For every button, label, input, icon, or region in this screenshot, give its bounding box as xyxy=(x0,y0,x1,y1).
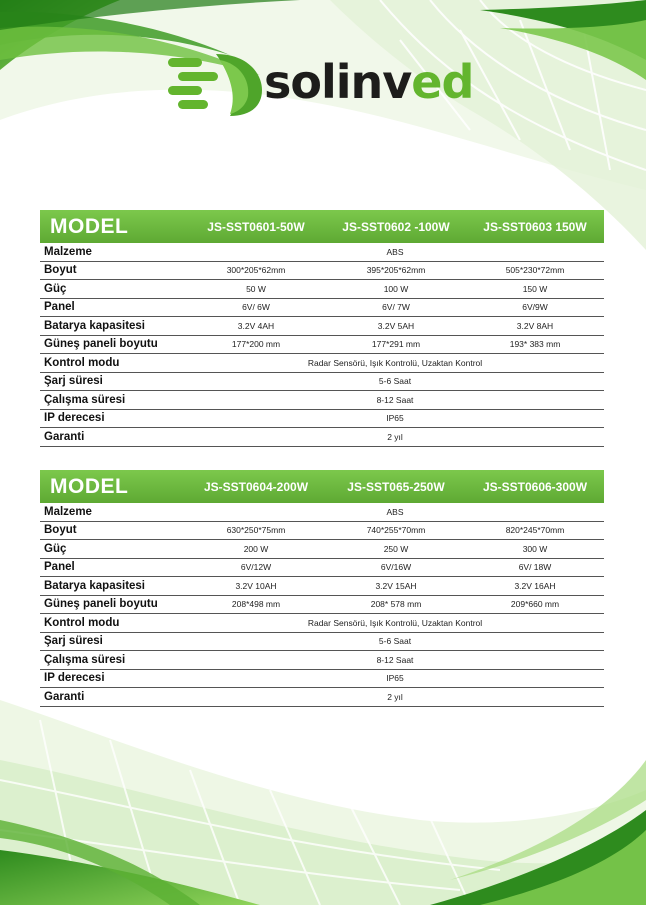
cell-value: 100 W xyxy=(383,283,409,294)
table-row xyxy=(40,651,604,670)
row-shared-value: ABS xyxy=(386,246,404,257)
brand-name-tail: ed xyxy=(411,55,474,109)
table-row xyxy=(40,522,604,541)
row-label: Garanti xyxy=(44,690,85,703)
row-label: Malzeme xyxy=(44,505,92,518)
row-shared-value: ABS xyxy=(386,506,404,517)
cell-value: 193* 383 mm xyxy=(509,339,561,350)
model-name: JS-SST065-250W xyxy=(347,479,445,494)
cell-value: 250 W xyxy=(383,543,409,554)
cell-value: 50 W xyxy=(246,283,266,294)
table-row xyxy=(40,559,604,578)
row-label: Batarya kapasitesi xyxy=(44,319,146,332)
model-heading: MODEL xyxy=(50,474,129,498)
row-label: Çalışma süresi xyxy=(44,393,126,406)
cell-value: 3.2V 10AH xyxy=(235,580,277,591)
table-row xyxy=(40,577,604,596)
cell-value: 209*660 mm xyxy=(510,599,560,610)
row-label: Malzeme xyxy=(44,245,92,258)
model-name: JS-SST0601-50W xyxy=(207,219,305,234)
cell-value: 395*205*62mm xyxy=(366,265,426,276)
row-label: Güneş paneli boyutu xyxy=(44,598,158,611)
table-header xyxy=(40,470,604,503)
brand-wordmark xyxy=(264,52,473,112)
cell-value: 6V/ 7W xyxy=(382,302,410,313)
row-label: Şarj süresi xyxy=(44,375,103,388)
row-shared-value: 8-12 Saat xyxy=(376,394,414,405)
brand-name-main: solinv xyxy=(264,55,412,109)
table-row xyxy=(40,633,604,652)
spec-table-1 xyxy=(40,210,604,447)
row-label: IP derecesi xyxy=(44,412,105,425)
row-shared-value: 5-6 Saat xyxy=(378,636,412,647)
table-row xyxy=(40,336,604,355)
row-shared-value: 8-12 Saat xyxy=(376,654,414,665)
cell-value: 820*245*70mm xyxy=(505,525,565,536)
row-label: Garanti xyxy=(44,430,85,443)
cell-value: 6V/ 18W xyxy=(518,562,552,573)
model-name: JS-SST0603 150W xyxy=(483,219,587,234)
row-label: Panel xyxy=(44,301,75,314)
cell-value: 3.2V 15AH xyxy=(375,580,417,591)
model-name: JS-SST0602 -100W xyxy=(342,219,450,234)
cell-value: 300 W xyxy=(522,543,548,554)
table-row xyxy=(40,540,604,559)
table-row xyxy=(40,503,604,522)
cell-value: 740*255*70mm xyxy=(366,525,426,536)
cell-value: 630*250*75mm xyxy=(226,525,286,536)
row-label: IP derecesi xyxy=(44,672,105,685)
cell-value: 208* 578 mm xyxy=(370,599,422,610)
cell-value: 6V/16W xyxy=(380,562,412,573)
table-row xyxy=(40,299,604,318)
row-shared-value: Radar Sensörü, Işık Kontrolü, Uzaktan Kontrol xyxy=(307,357,483,368)
cell-value: 6V/12W xyxy=(240,562,272,573)
table-row xyxy=(40,688,604,707)
model-heading: MODEL xyxy=(50,214,129,238)
spec-table-2 xyxy=(40,470,604,707)
table-row xyxy=(40,670,604,689)
table-row xyxy=(40,410,604,429)
row-label: Çalışma süresi xyxy=(44,653,126,666)
row-label: Şarj süresi xyxy=(44,635,103,648)
table-header xyxy=(40,210,604,243)
cell-value: 6V/9W xyxy=(522,302,548,313)
row-shared-value: IP65 xyxy=(386,673,404,684)
table-row xyxy=(40,596,604,615)
row-shared-value: 2 yıl xyxy=(387,691,403,702)
row-shared-value: IP65 xyxy=(386,413,404,424)
cell-value: 208*498 mm xyxy=(231,599,281,610)
table-row xyxy=(40,428,604,447)
table-row xyxy=(40,243,604,262)
model-name: JS-SST0604-200W xyxy=(203,479,309,494)
row-label: Güç xyxy=(44,542,67,555)
cell-value: 6V/ 6W xyxy=(242,302,270,313)
table-row xyxy=(40,373,604,392)
cell-value: 177*291 mm xyxy=(371,339,421,350)
table-row xyxy=(40,262,604,281)
cell-value: 150 W xyxy=(522,283,548,294)
model-name: JS-SST0606-300W xyxy=(482,479,588,494)
row-shared-value: 5-6 Saat xyxy=(378,376,412,387)
row-label: Güç xyxy=(44,282,67,295)
table-row xyxy=(40,391,604,410)
row-label: Boyut xyxy=(44,264,77,277)
cell-value: 3.2V 8AH xyxy=(516,320,554,331)
cell-value: 300*205*62mm xyxy=(226,265,286,276)
cell-value: 200 W xyxy=(243,543,269,554)
cell-value: 177*200 mm xyxy=(231,339,281,350)
row-shared-value: 2 yıl xyxy=(387,431,403,442)
row-label: Panel xyxy=(44,561,75,574)
row-label: Kontrol modu xyxy=(44,616,120,629)
row-label: Batarya kapasitesi xyxy=(44,579,146,592)
row-label: Güneş paneli boyutu xyxy=(44,338,158,351)
cell-value: 3.2V 16AH xyxy=(514,580,556,591)
table-row xyxy=(40,280,604,299)
cell-value: 3.2V 5AH xyxy=(377,320,415,331)
row-label: Kontrol modu xyxy=(44,356,120,369)
row-shared-value: Radar Sensörü, Işık Kontrolü, Uzaktan Kontrol xyxy=(307,617,483,628)
table-row xyxy=(40,317,604,336)
table-row xyxy=(40,614,604,633)
row-label: Boyut xyxy=(44,524,77,537)
cell-value: 3.2V 4AH xyxy=(237,320,275,331)
table-row xyxy=(40,354,604,373)
cell-value: 505*230*72mm xyxy=(505,265,565,276)
